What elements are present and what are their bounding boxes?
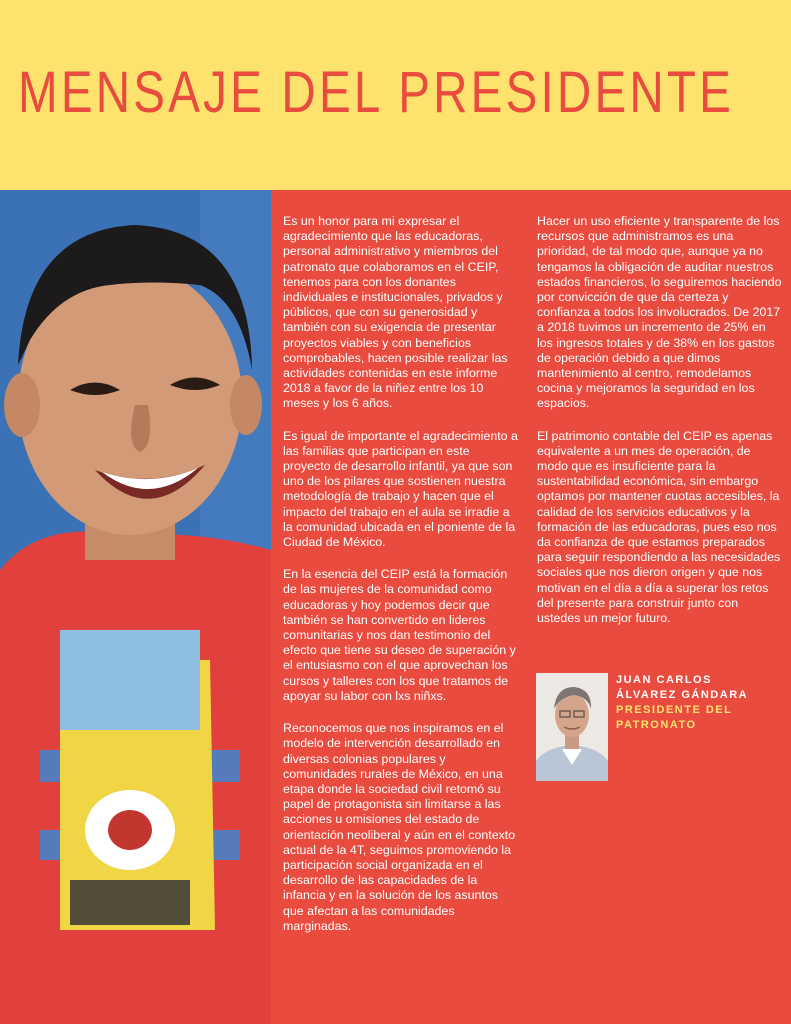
smiling-child-icon	[0, 190, 271, 1024]
paragraph: Es un honor para mi expresar el agradecimiento que las educadoras, personal administrativo y miembros del patronato que colaboramos en el CEIP, tenemos para con los donantes individuales e institucionales, privados y públicos, que con su generosidad y también con su exigencia de presentar proyectos viables y con beneficios comprobables, hacen posible realizar las actividades contenidas en este informe 2018 a favor de la niñez entre los 10 meses y los 6 años.	[283, 214, 508, 411]
message-column-right	[537, 214, 782, 643]
message-column-left	[283, 214, 519, 951]
header-banner	[0, 0, 791, 190]
paragraph: Hacer un uso eficiente y transparente de los recursos que administramos es una prioridad, de tal modo que, aunque ya no tengamos la obligación de auditar nuestros estados financieros, lo seguiremos haciendo por convicción de que da certeza y confianza a todos los involucrados. De 2017 a 2018 tuvimos un incremento de 25% en los ingresos totales y de 38% en los gastos de operación debido a que dimos mantenimiento al centro, remodelamos cocina y mejoramos la seguridad en los espacios.	[537, 214, 782, 411]
paragraph: Es igual de importante el agradecimiento a las familias que participan en este proyecto de desarrollo infantil, ya que son uno de los pilares que sostienen nuestra metodología de trabajo y hacen que el impacto del trabajo en el aula se irradie a la comunidad ubicada en el poniente de la Ciudad de México.	[283, 428, 518, 550]
paragraph: En la esencia del CEIP está la formación de las mujeres de la comunidad como educadoras y hoy podemos decir que también se han convertido en lideres comunitarias y nos dan testimonio del efecto que tiene su deseo de superación y el entusiasmo con el que aprovechan los cursos y talleres con los que tratamos de apoyar su labor con lxs niñxs.	[283, 567, 516, 703]
paragraph: El patrimonio contable del CEIP es apenas equivalente a un mes de operación, de modo que es insuficiente para la sustentabilidad económica, sin embargo optamos por mantener cuotas accesibles, la calidad de los servicios educativos y la formación de las educadoras, pues eso nos da confianza de que estamos preparados para seguir respondiendo a las necesidades sociales que nos dieron origen y que nos motivan en el día a día a superar los retos del presente para construir junto con ustedes un mejor futuro.	[537, 428, 781, 626]
president-name-last: ÁLVAREZ GÁNDARA	[616, 689, 749, 701]
president-portrait	[536, 673, 608, 781]
portrait-icon	[536, 673, 608, 781]
paragraph: Reconocemos que nos inspiramos en el modelo de intervención desarrollado en diversas colonias populares y comunidades rurales de México, en una etapa donde la sociedad civil retomó su papel de protagonista sin limitarse a las acciones u omisiones del estado de orientación neoliberal y aún en el contexto actual de la 4T, seguimos promoviendo la participación social organizada en el desarrollo de las capacidades de la infancia y en la solución de los asuntos que afectan a las comunidades marginadas.	[283, 721, 516, 933]
president-name-first: JUAN CARLOS	[616, 674, 712, 686]
child-photo	[0, 190, 271, 1024]
signature-block	[536, 673, 782, 781]
president-role-line1: PRESIDENTE DEL	[616, 704, 733, 716]
page-title: MENSAJE DEL PRESIDENTE	[18, 60, 735, 125]
signature-text	[616, 673, 786, 733]
president-role-line2: PATRONATO	[616, 719, 697, 731]
